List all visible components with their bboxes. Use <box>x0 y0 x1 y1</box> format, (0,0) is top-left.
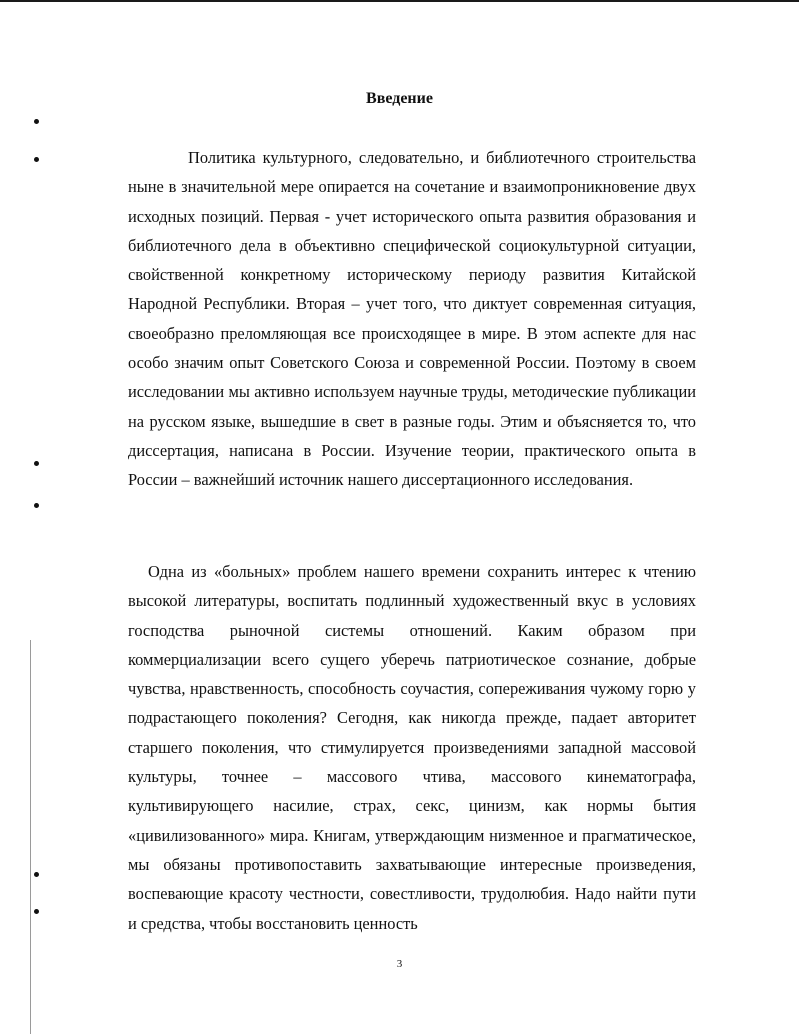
binding-hole-mark <box>34 461 39 466</box>
page-number: 3 <box>396 958 403 970</box>
paragraph-intro: Политика культурного, следовательно, и библиотечного строительства ныне в значительной мере опирается на сочетание и взаимопроникновение двух исходных позиций. Первая - учет исторического опыта развития образования и библиотечного дела в объективно специфической социокультурной ситуации, свойственной конкретному историческому периоду развития Китайской Народной Республики. Вторая – учет того, что диктует современная ситуация, своеобразно преломляющая все происходящее в мире. В этом аспекте для нас особо значим опыт Советского Союза и современной России. Поэтому в своем исследовании мы активно используем научные труды, методические публикации на русском языке, вышедшие в свет в разные годы. Этим и объясняется то, что диссертация, написана в России. Изучение теории, практического опыта в России – важнейший источник нашего диссертационного исследования. <box>128 148 696 490</box>
binding-hole-mark <box>34 119 39 124</box>
scan-top-border <box>0 0 799 2</box>
binding-hole-mark <box>34 909 39 914</box>
binding-hole-mark <box>34 872 39 877</box>
binding-hole-mark <box>34 503 39 508</box>
paragraph-problem: Одна из «больных» проблем нашего времени сохранить интерес к чтению высокой литературы, воспитать подлинный художественный вкус в условиях господства рыночной системы отношений. Каким образом при коммерциализации всего сущего уберечь патриотическое сознание, добрые чувства, нравственность, способность соучастия, сопереживания чужому горю у подрастающего поколения? Сегодня, как никогда прежде, падает авторитет старшего поколения, что стимулируется произведениями западной массовой культуры, точнее – массового чтива, массового кинематографа, культивирующего насилие, страх, секс, цинизм, как нормы бытия «цивилизованного» мира. Книгам, утверждающим низменное и прагматическое, мы обязаны противопоставить захватывающие интересные произведения, воспевающие красоту честности, совестливости, трудолюбия. Надо найти пути и средства, чтобы восстановить ценность <box>128 562 696 933</box>
binding-hole-mark <box>34 157 39 162</box>
scan-left-border <box>30 640 31 1034</box>
page-title: Введение <box>366 90 433 107</box>
